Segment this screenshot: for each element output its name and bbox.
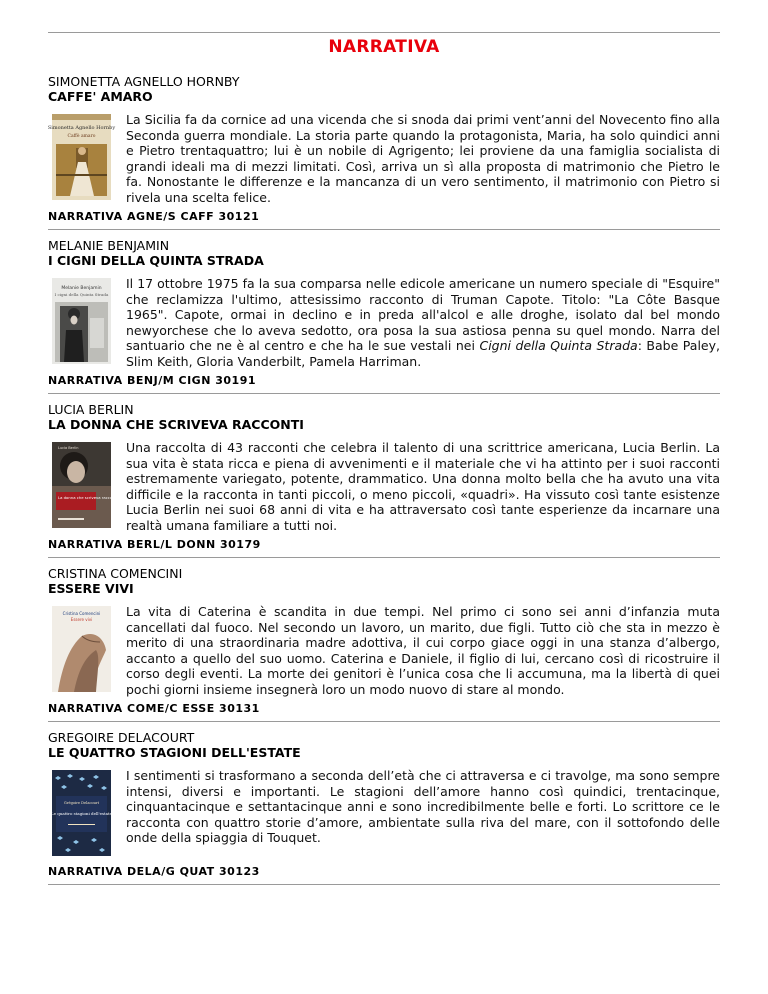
book-author: CRISTINA COMENCINI	[48, 566, 183, 581]
separator	[48, 557, 720, 558]
book-description: La vita di Caterina è scandita in due tempi. Nel primo ci sono sei anni d’infanzia muta cancellati dal fuoco. Nel secondo un lavoro, un marito, due figli. Tutto ciò che sta in mezzo è merito di una straordinaria madre adottiva, il cui corpo giace oggi in una stanza d’albergo, accanto a quello del suo uomo. Caterina e Daniele, il figlio di lui, cercano così di ricostruire il corso degli eventi. La morte dei genitori è l’unica cosa che li accumuna, ma la libertà di quei pochi giorni insieme insegnerà loro un modo nuovo di stare al mondo.	[126, 604, 720, 697]
book-author: MELANIE BENJAMIN	[48, 238, 170, 253]
cover-author-text: Melanie Benjamin	[61, 286, 102, 291]
italic-title: Cigni della Quinta Strada	[479, 338, 638, 354]
book-title: LE QUATTRO STAGIONI DELL'ESTATE	[48, 745, 301, 760]
book-cover-image	[52, 606, 111, 692]
cover-title-text: I cigni della Quinta Strada	[54, 292, 109, 297]
book-entry	[48, 74, 720, 230]
separator	[48, 884, 720, 885]
shelf-mark: NARRATIVA COME/C ESSE 30131	[48, 701, 260, 715]
book-cover-image	[52, 770, 111, 856]
book-title: I CIGNI DELLA QUINTA STRADA	[48, 253, 264, 268]
page-title: NARRATIVA	[328, 37, 440, 57]
cover-title-text: Le quattro stagioni dell'estate	[50, 811, 113, 816]
separator	[48, 721, 720, 722]
book-author: LUCIA BERLIN	[48, 402, 134, 417]
book-title: CAFFE' AMARO	[48, 89, 153, 104]
cover-title-text: Caffè amaro	[67, 134, 96, 139]
book-description: La Sicilia fa da cornice ad una vicenda che si snoda dai primi vent’anni del Novecento fino alla Seconda guerra mondiale. La storia parte quando la protagonista, Maria, ha solo quindici anni e Pietro trentaquattro; lui è un nobile di Agrigento; lei proviene da una famiglia socialista di grandi ideali ma di mezzi limitati. Così, arriva un sì alla proposta di matrimonio che Pietro le fa. Nonostante le differenze e la mancanza di un vero sentimento, il matrimonio con Pietro si rivela una scelta felice.	[126, 112, 720, 205]
book-author: SIMONETTA AGNELLO HORNBY	[48, 74, 240, 89]
book-description: Il 17 ottobre 1975 fa la sua comparsa nelle edicole americane un numero speciale di "Esquire" che reclamizza l'ultimo, attesissimo racconto di Truman Capote. Titolo: "La Côte Basque 1965". Capote, ormai in declino e in preda all'alcol e alle droghe, isolato dal bel mondo newyorchese che lo aveva sedotto, ora posa la sua astiosa penna su quel mondo. Narra del santuario che ne è al centro e che ha le sue vestali nei Cigni della Quinta Strada: Babe Paley, Slim Keith, Gloria Vanderbilt, Pamela Harriman.	[126, 276, 720, 369]
book-title: LA DONNA CHE SCRIVEVA RACCONTI	[48, 417, 304, 432]
cover-author-text: Simonetta Agnello Hornby	[47, 125, 116, 131]
separator	[48, 229, 720, 230]
book-cover-image	[52, 278, 111, 364]
book-entry	[48, 730, 720, 885]
book-description: Una raccolta di 43 racconti che celebra il talento di una scrittrice americana, Lucia Berlin. La sua vita è stata ricca e piena di avvenimenti e il materiale che vi ha attinto per i suoi racconti estremamente variegato, potente, drammatico. Una donna molto bella che ha avuto una vita difficile e la racconta in tanti piccoli, o meno piccoli, «quadri». Ha vissuto così tante esistenze Lucia Berlin nei suoi 68 anni di vita e ha attraversato così tante esperienze da incarnare una realtà umana familiare a tutti noi.	[126, 440, 720, 533]
book-cover-image	[47, 114, 116, 200]
book-title: ESSERE VIVI	[48, 581, 134, 596]
top-rule	[48, 32, 720, 33]
shelf-mark: NARRATIVA DELA/G QUAT 30123	[48, 864, 260, 878]
cover-title-text: Essere vivi	[70, 617, 93, 622]
shelf-mark: NARRATIVA BERL/L DONN 30179	[48, 537, 261, 551]
cover-author-text: Grégoire Delacourt	[63, 801, 100, 805]
book-entry	[48, 402, 720, 558]
separator	[48, 393, 720, 394]
book-cover-image	[52, 442, 118, 528]
cover-title-text: La donna che scriveva racconti	[58, 495, 118, 500]
book-entry	[48, 238, 720, 394]
cover-author-text: Cristina Comencini	[62, 611, 101, 616]
cover-author-text: Lucia Berlin	[58, 446, 79, 450]
book-author: GREGOIRE DELACOURT	[48, 730, 195, 745]
shelf-mark: NARRATIVA BENJ/M CIGN 30191	[48, 373, 257, 387]
book-description: I sentimenti si trasformano a seconda dell’età che ci attraversa e ci travolge, ma sono sempre intensi, diversi e importanti. Le stagioni dell’amore hanno così quindici, trentacinque, cinquantacinque e settantacinque anni e sono incredibilmente belle e forti. Lo scrittore ce le racconta con quattro storie d’amore, ambientate sulla riva del mare, con il sottofondo delle onde della spiaggia di Touquet.	[126, 768, 720, 846]
book-entry	[48, 566, 720, 722]
shelf-mark: NARRATIVA AGNE/S CAFF 30121	[48, 209, 260, 223]
